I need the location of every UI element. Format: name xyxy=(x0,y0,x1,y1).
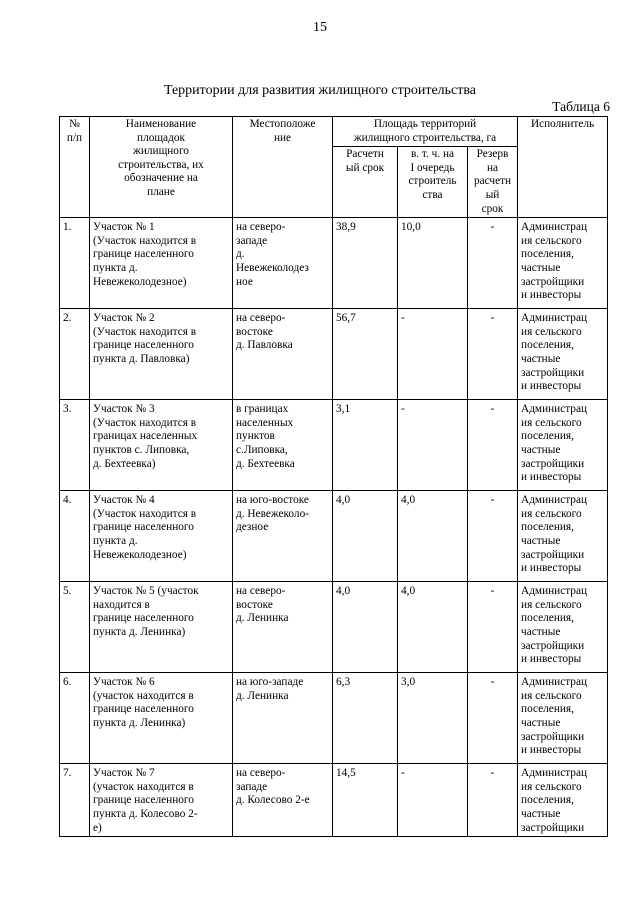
text-line: д. Невежеколо- xyxy=(236,507,309,520)
text-line: ия сельского xyxy=(521,325,582,338)
text-line: д. Павловка xyxy=(236,339,293,352)
text-line: на северо- xyxy=(236,767,286,780)
text-line: Участок № 2 xyxy=(93,312,155,325)
text-line: д. Ленинка xyxy=(236,689,289,702)
text-line: ия сельского xyxy=(521,598,582,611)
text-line: пункта д. Колесово 2- xyxy=(93,807,198,820)
cell-executor xyxy=(518,582,608,673)
header-num xyxy=(60,117,90,218)
cell-name xyxy=(90,764,233,837)
text-line: Исполнитель xyxy=(530,118,595,130)
text-line: д. xyxy=(236,248,245,261)
cell-executor xyxy=(518,218,608,309)
cell-location xyxy=(233,218,333,309)
header-reserve xyxy=(468,147,518,218)
text-line: ия сельского xyxy=(521,780,582,793)
text-line: частные xyxy=(521,443,561,456)
text-line: ый срок xyxy=(345,161,385,174)
text-line: Невежеколодезное) xyxy=(93,275,187,288)
text-line: на северо- xyxy=(236,312,286,325)
text-line: частные xyxy=(521,807,561,820)
cell-reserve: - xyxy=(468,218,518,309)
text-line: Площадь территорий xyxy=(373,118,477,130)
text-line: I очередь xyxy=(410,161,455,174)
table-row xyxy=(60,218,608,309)
table-label: Таблица 6 xyxy=(552,99,610,114)
text-line: Участок № 7 xyxy=(93,767,155,780)
cell-reserve: - xyxy=(468,764,518,837)
cell-num: 6. xyxy=(60,673,90,764)
cell-location xyxy=(233,673,333,764)
text-line: поселения, xyxy=(521,612,574,625)
text-line: пункта д. xyxy=(93,261,138,274)
text-line: ия сельского xyxy=(521,416,582,429)
cell-num: 5. xyxy=(60,582,90,673)
text-line: ное xyxy=(236,275,253,288)
cell-first-stage: 10,0 xyxy=(398,218,468,309)
text-line: границе населенного xyxy=(93,521,194,534)
header-calc-term xyxy=(333,147,398,218)
text-line: в границах xyxy=(236,403,289,416)
table-body xyxy=(60,218,608,837)
text-line: е) xyxy=(93,821,102,834)
text-line: частные xyxy=(521,716,561,729)
text-line: площадок xyxy=(137,131,185,144)
cell-name xyxy=(90,309,233,400)
cell-first-stage: 4,0 xyxy=(398,582,468,673)
text-line: поселения, xyxy=(521,521,574,534)
cell-num: 4. xyxy=(60,491,90,582)
text-line: поселения, xyxy=(521,703,574,716)
cell-first-stage: - xyxy=(398,400,468,491)
text-line: (участок находится в xyxy=(93,780,194,793)
text-line: расчетн xyxy=(473,175,512,188)
text-line: частные xyxy=(521,534,561,547)
text-line: (Участок находится в xyxy=(93,416,197,429)
text-line: находится в xyxy=(93,598,150,611)
text-line: и инвесторы xyxy=(521,471,582,484)
text-line: границах населенных xyxy=(93,430,198,443)
text-line: частные xyxy=(521,625,561,638)
text-line: на xyxy=(486,161,499,174)
text-line: Участок № 1 xyxy=(93,221,155,234)
text-line: границе населенного xyxy=(93,248,194,261)
text-line: (Участок находится в xyxy=(93,325,197,338)
page-number: 15 xyxy=(313,20,327,35)
text-line: ства xyxy=(422,188,443,201)
text-line: жилищного строительства, га xyxy=(353,131,497,144)
cell-first-stage: - xyxy=(398,764,468,837)
text-line: населенных xyxy=(236,416,294,429)
text-line: границе населенного xyxy=(93,612,194,625)
cell-reserve: - xyxy=(468,582,518,673)
cell-calc-term: 14,5 xyxy=(333,764,398,837)
cell-reserve: - xyxy=(468,400,518,491)
text-line: д. Колесово 2-е xyxy=(236,794,310,807)
text-line: на юго-востоке xyxy=(236,494,309,507)
text-line: ия сельского xyxy=(521,689,582,702)
text-line: поселения, xyxy=(521,430,574,443)
text-line: на северо- xyxy=(236,585,286,598)
cell-name xyxy=(90,582,233,673)
text-line: (участок находится в xyxy=(93,689,194,702)
text-line: д. Ленинка xyxy=(236,612,289,625)
cell-name xyxy=(90,673,233,764)
text-line: строитель xyxy=(408,175,457,188)
text-line: границе населенного xyxy=(93,703,194,716)
text-line: Невежеколодезное) xyxy=(93,548,187,561)
table-header xyxy=(60,117,608,218)
text-line: дезное xyxy=(236,521,269,534)
text-line: Администрац xyxy=(521,221,588,234)
text-line: Администрац xyxy=(521,676,588,689)
text-line: частные xyxy=(521,261,561,274)
cell-location xyxy=(233,491,333,582)
text-line: в. т. ч. на xyxy=(410,148,455,161)
header-location xyxy=(233,117,333,218)
text-line: и инвесторы xyxy=(521,289,582,302)
text-line: п/п xyxy=(66,131,83,144)
header-area-group xyxy=(333,117,518,147)
text-line: строительства, их xyxy=(118,158,204,171)
text-line: западе xyxy=(236,234,268,247)
text-line: с.Липовка, xyxy=(236,443,288,456)
cell-executor xyxy=(518,309,608,400)
cell-name xyxy=(90,491,233,582)
text-line: на юго-западе xyxy=(236,676,304,689)
text-line: Администрац xyxy=(521,585,588,598)
header-executor xyxy=(518,117,608,218)
header-first-stage xyxy=(398,147,468,218)
text-line: частные xyxy=(521,352,561,365)
cell-location xyxy=(233,582,333,673)
text-line: д. Бехтеевка) xyxy=(93,457,156,470)
cell-executor xyxy=(518,400,608,491)
cell-executor xyxy=(518,491,608,582)
cell-calc-term: 4,0 xyxy=(333,582,398,673)
cell-reserve: - xyxy=(468,491,518,582)
text-line: Резерв xyxy=(476,148,509,161)
text-line: востоке xyxy=(236,325,273,338)
text-line: ние xyxy=(273,131,292,144)
text-line: пункта д. Ленинка) xyxy=(93,716,186,729)
text-line: и инвесторы xyxy=(521,562,582,575)
text-line: поселения, xyxy=(521,248,574,261)
cell-location xyxy=(233,764,333,837)
cell-name xyxy=(90,218,233,309)
cell-calc-term: 38,9 xyxy=(333,218,398,309)
cell-first-stage: 4,0 xyxy=(398,491,468,582)
text-line: Расчетн xyxy=(346,148,384,161)
cell-calc-term: 3,1 xyxy=(333,400,398,491)
cell-reserve: - xyxy=(468,673,518,764)
text-line: и инвесторы xyxy=(521,380,582,393)
header-name xyxy=(90,117,233,218)
text-line: Участок № 6 xyxy=(93,676,155,689)
text-line: плане xyxy=(147,185,175,198)
cell-location xyxy=(233,309,333,400)
cell-calc-term: 6,3 xyxy=(333,673,398,764)
text-line: Участок № 3 xyxy=(93,403,155,416)
text-line: Участок № 4 xyxy=(93,494,155,507)
text-line: границе населенного xyxy=(93,794,194,807)
text-line: застройщики xyxy=(521,639,585,652)
text-line: границе населенного xyxy=(93,339,194,352)
table-row xyxy=(60,764,608,837)
text-line: пункта д. xyxy=(93,534,138,547)
text-line: № xyxy=(69,118,80,130)
table-row xyxy=(60,400,608,491)
text-line: востоке xyxy=(236,598,273,611)
text-line: застройщики xyxy=(521,366,585,379)
text-line: (Участок находится в xyxy=(93,507,197,520)
document-title: Территории для развития жилищного строительства xyxy=(163,83,477,98)
text-line: Участок № 5 (участок xyxy=(93,585,199,598)
text-line: и инвесторы xyxy=(521,744,582,757)
text-line: пунктов xyxy=(236,430,275,443)
text-line: застройщики xyxy=(521,457,585,470)
text-line: ый xyxy=(485,188,500,201)
text-line: застройщики xyxy=(521,548,585,561)
cell-num: 1. xyxy=(60,218,90,309)
text-line: жилищного xyxy=(133,145,189,158)
table-row xyxy=(60,673,608,764)
text-line: западе xyxy=(236,780,268,793)
table-row xyxy=(60,582,608,673)
cell-calc-term: 4,0 xyxy=(333,491,398,582)
text-line: Администрац xyxy=(521,403,588,416)
cell-executor xyxy=(518,764,608,837)
text-line: пункта д. Павловка) xyxy=(93,352,190,365)
text-line: Местоположе xyxy=(249,118,316,130)
cell-calc-term: 56,7 xyxy=(333,309,398,400)
text-line: (Участок находится в xyxy=(93,234,197,247)
cell-num: 3. xyxy=(60,400,90,491)
text-line: поселения, xyxy=(521,794,574,807)
text-line: Администрац xyxy=(521,494,588,507)
text-line: ия сельского xyxy=(521,507,582,520)
cell-first-stage: 3,0 xyxy=(398,673,468,764)
text-line: застройщики xyxy=(521,821,585,834)
text-line: пунктов с. Липовка, xyxy=(93,443,190,456)
text-line: на северо- xyxy=(236,221,286,234)
text-line: обозначение на xyxy=(124,172,198,185)
text-line: Администрац xyxy=(521,312,588,325)
text-line: Наименование xyxy=(125,118,197,130)
text-line: застройщики xyxy=(521,730,585,743)
text-line: застройщики xyxy=(521,275,585,288)
cell-num: 2. xyxy=(60,309,90,400)
text-line: Невежеколодез xyxy=(236,261,309,274)
cell-reserve: - xyxy=(468,309,518,400)
cell-first-stage: - xyxy=(398,309,468,400)
cell-num: 7. xyxy=(60,764,90,837)
text-line: срок xyxy=(481,202,504,215)
text-line: и инвесторы xyxy=(521,653,582,666)
text-line: д. Бехтеевка xyxy=(236,457,295,470)
table-row xyxy=(60,491,608,582)
text-line: поселения, xyxy=(521,339,574,352)
table-row xyxy=(60,309,608,400)
housing-territories-table xyxy=(59,116,608,837)
cell-executor xyxy=(518,673,608,764)
text-line: ия сельского xyxy=(521,234,582,247)
text-line: пункта д. Ленинка) xyxy=(93,625,186,638)
cell-name xyxy=(90,400,233,491)
cell-location xyxy=(233,400,333,491)
text-line: Администрац xyxy=(521,767,588,780)
